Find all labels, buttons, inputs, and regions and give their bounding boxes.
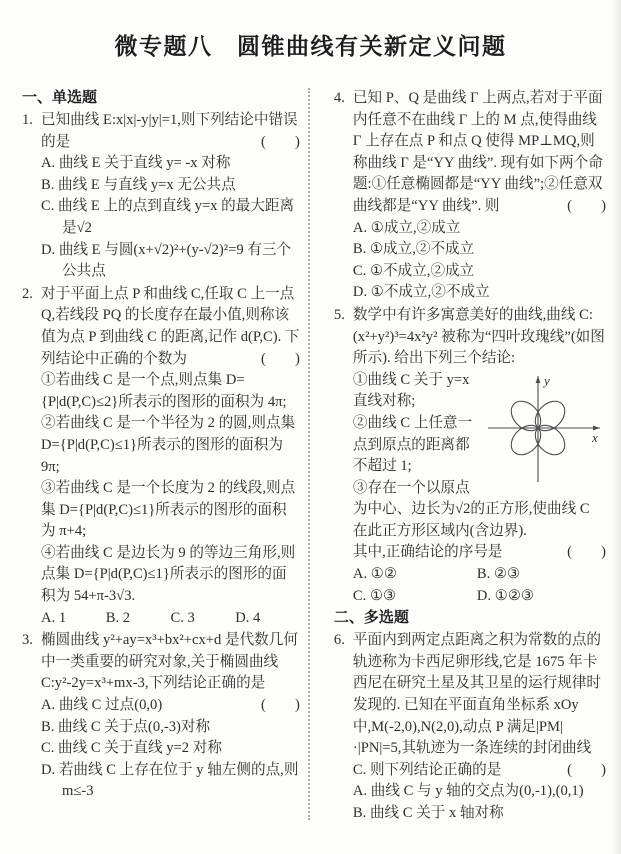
option-a: A. ①②	[352, 566, 397, 583]
statement-1: ①曲线 C 关于 y=x 直线对称;	[352, 371, 470, 410]
question-number: 4.	[333, 90, 345, 106]
statement-2: ②若曲线 C 是一个半径为 2 的圆,则点集 D={P|d(P,C)≤1}所表示的图形的面积为 9π;	[41, 415, 296, 475]
question-stem: 已知曲线 E:x|x|-y|y|=1,则下列结论中错误的是 ( )	[41, 110, 300, 153]
question-tail: 其中,正确结论的序号是 ( )	[353, 542, 606, 564]
question-number: 2.	[22, 285, 33, 302]
question-1	[22, 110, 300, 283]
answer-blank: ( )	[567, 197, 606, 214]
option-b: B. 曲线 C 关于点(0,-3)对称	[41, 718, 211, 735]
option-a: A. 曲线 E 关于直线 y= -x 对称	[41, 155, 231, 172]
option-c: C. 曲线 E 上的点到直线 y=x 的最大距离是√2	[41, 198, 295, 236]
section-heading-multi-choice: 二、多选题	[333, 609, 409, 627]
left-column	[22, 87, 300, 825]
option-a: A. 1	[41, 609, 67, 626]
right-column	[334, 87, 606, 825]
option-b: B. ②③	[476, 566, 521, 583]
statement-3: ③存在一个以原点为中心、边长为√2的正方形,使曲线 C 在此正方形区域内(含边界).	[352, 479, 590, 539]
option-d: D. ①②③	[476, 587, 535, 604]
option-d: D. 若曲线 C 上存在位于 y 轴左侧的点,则 m≤-3	[41, 761, 299, 800]
question-5	[334, 305, 606, 607]
question-2	[22, 284, 300, 630]
question-4	[334, 88, 606, 304]
y-axis-arrow	[536, 376, 541, 383]
question-number: 3.	[22, 632, 33, 649]
two-column-layout	[22, 87, 606, 825]
option-b: B. 曲线 E 与直线 y=x 无公共点	[41, 176, 236, 193]
question-stem: 椭圆曲线 y²+ay=x³+bx²+cx+d 是代数几何中一类重要的研究对象,关于椭圆曲线 C:y²-2y=x³+mx-3,下列结论正确的是 ( )	[41, 630, 300, 695]
option-c: C. 3	[170, 609, 195, 626]
question-stem: 数学中有许多寓意美好的曲线,曲线 C:(x²+y²)³=4x²y² 被称为“四叶玫瑰线”(如图所示). 给出下列三个结论:	[352, 306, 605, 367]
answer-blank: ( )	[261, 350, 300, 367]
option-b: B. 2	[105, 609, 131, 626]
choices-row-1	[353, 564, 606, 586]
option-c: C. ①不成立,②成立	[352, 262, 475, 279]
statement-2: ②曲线 C 上任意一点到原点的距离都不超过 1;	[352, 414, 473, 475]
option-d: D. 曲线 E 与圆(x+√2)²+(y-√2)²=9 有三个公共点	[41, 241, 292, 280]
answer-blank: ( )	[261, 697, 300, 714]
option-b: B. 曲线 C 关于 x 轴对称	[352, 805, 504, 821]
option-a: A. 曲线 C 过点(0,0)	[41, 697, 163, 714]
question-stem: 已知 P、Q 是曲线 Γ 上两点,若对于平面内任意不在曲线 Γ 上的 M 点,使得曲线 Γ 上存在点 P 和点 Q 使得 MP⊥MQ,则称曲线 Γ 是“YY 曲线”. 现有如下两个命题:①任意椭圆都是“YY 曲线”;②任意双曲线都是“YY 曲线”. 则 ( )	[353, 88, 606, 218]
answer-blank: ( )	[261, 133, 300, 150]
choices-row-2	[353, 586, 606, 608]
statement-1: ①若曲线 C 是一个点,则点集 D={P|d(P,C)≤2}所表示的图形的面积为 4π;	[41, 372, 287, 410]
option-c: C. 曲线 C 关于直线 y=2 对称	[41, 740, 222, 757]
option-d: D. 4	[235, 609, 261, 626]
option-b: B. ①成立,②不成立	[352, 241, 475, 258]
option-a: A. 曲线 C 与 y 轴的交点为(0,-1),(0,1)	[352, 783, 584, 800]
four-petal-rose-plot	[486, 372, 606, 484]
question-3	[22, 630, 300, 803]
question-number: 1.	[22, 112, 33, 128]
statement-3: ③若曲线 C 是一个长度为 2 的线段,则点集 D={P|d(P,C)≤1}所表示的图形的面积为 π+4;	[41, 480, 296, 540]
section-heading-single-choice: 一、单选题	[22, 89, 98, 106]
question-number: 5.	[333, 306, 345, 323]
page-title: 微专题八 圆锥曲线有关新定义问题	[114, 33, 507, 59]
choices-row	[41, 608, 300, 630]
rose-curve-figure	[486, 372, 606, 484]
option-a: A. ①成立,②成立	[352, 219, 461, 236]
statement-4: ④若曲线 C 是边长为 9 的等边三角形,则点集 D={P|d(P,C)≤1}所表示的图形的面积为 54+π-3√3.	[41, 544, 296, 605]
axis-label-x: x	[592, 429, 598, 445]
answer-blank: ( )	[567, 761, 606, 778]
option-d: D. ①不成立,②不成立	[352, 284, 490, 301]
question-stem: 对于平面上点 P 和曲线 C,任取 C 上一点 Q,若线段 PQ 的长度存在最小值,则称该值为点 P 到曲线 C 的距离,记作 d(P,C). 下列结论中正确的个数为 ( )	[41, 284, 300, 370]
axis-label-y: y	[544, 372, 550, 388]
question-6	[334, 630, 606, 824]
answer-blank: ( )	[567, 544, 606, 561]
option-c: C. ①③	[352, 587, 397, 604]
question-stem: 平面内到两定点距离之积为常数的点的轨迹称为卡西尼卵形线,它是 1675 年卡西尼在研究土星及其卫星的运行规律时发现的. 已知在平面直角坐标系 xOy 中,M(-2,0),N(2,0),动点 P 满足|PM|·|PN|=5,其轨迹为一条连续的封闭曲线 C. 则下列结论正确的是 ( )	[353, 630, 606, 781]
question-number: 6.	[333, 632, 345, 649]
